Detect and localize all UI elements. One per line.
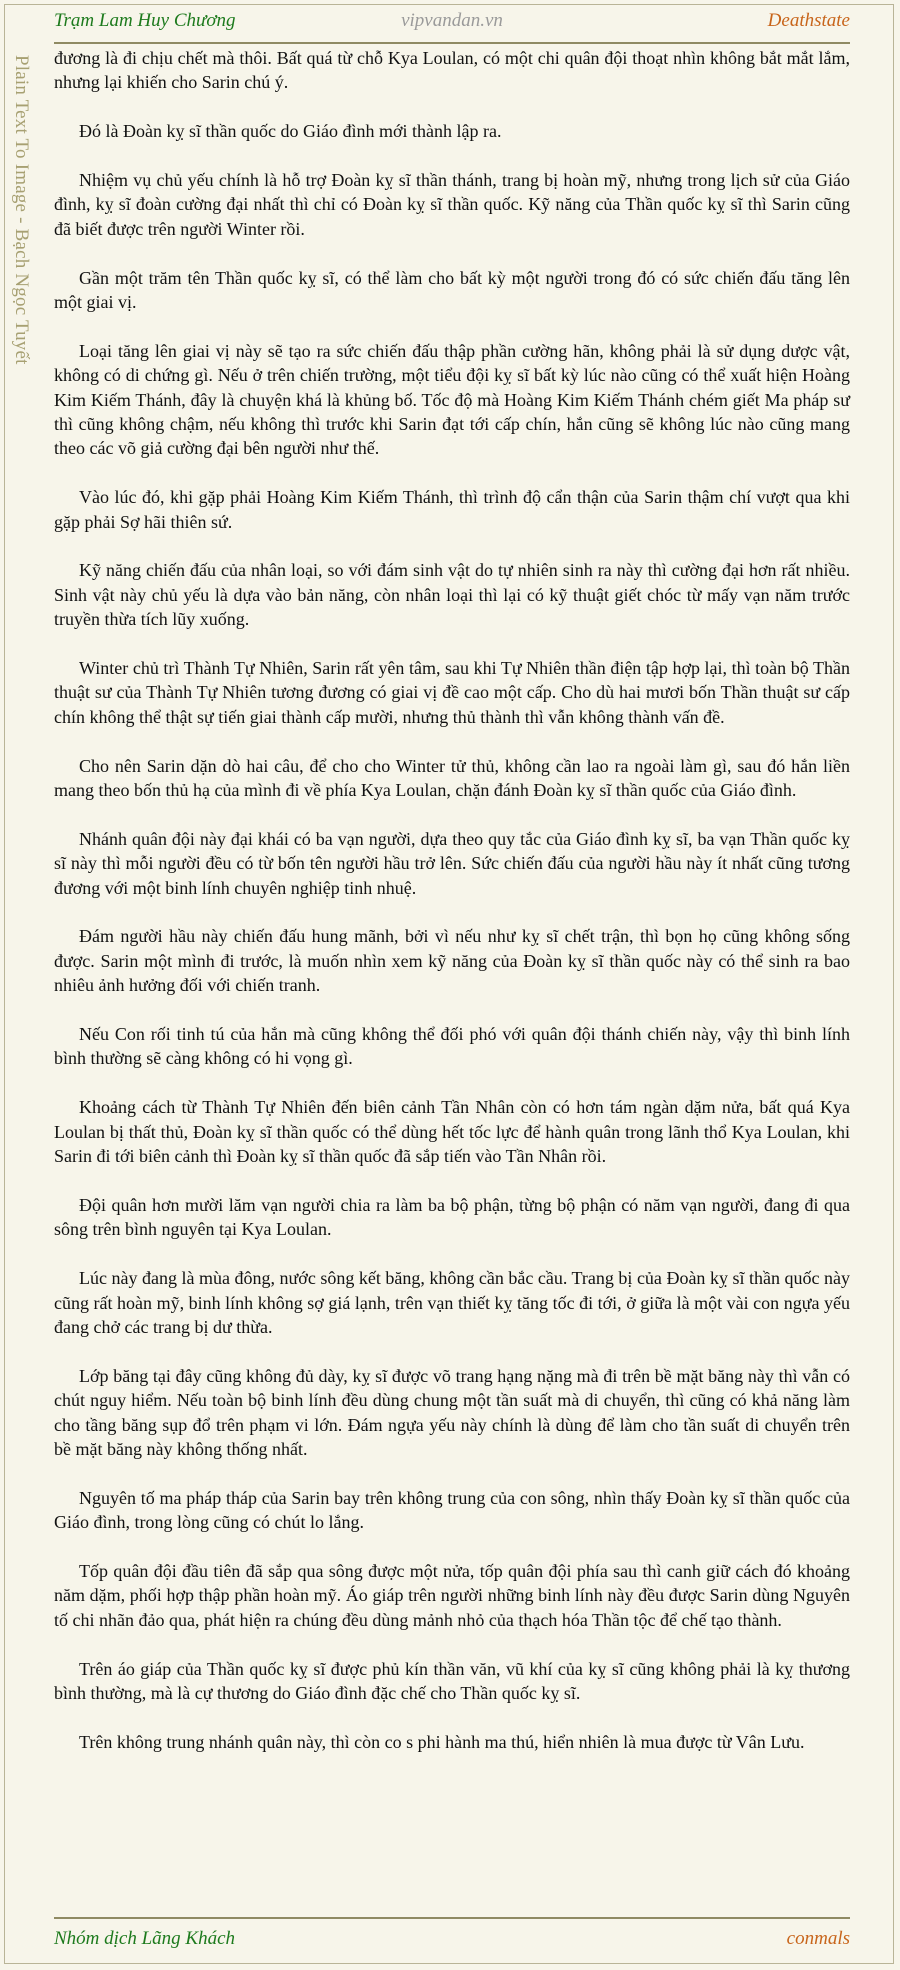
- paragraph: Nhiệm vụ chủ yếu chính là hỗ trợ Đoàn kỵ sĩ thần thánh, trang bị hoàn mỹ, nhưng trong lịch sử của Giáo đình, kỵ sĩ đoàn cường đại nhất thì chỉ có Đoàn kỵ sĩ thần quốc. Kỹ năng của Thần quốc kỵ sĩ thì Sarin cũng đã biết được trên người Winter rồi.: [54, 170, 850, 239]
- page-header: [54, 10, 850, 38]
- page-footer: [54, 1928, 850, 1956]
- footer-divider: [54, 1917, 850, 1919]
- paragraph: Lớp băng tại đây cũng không đủ dày, kỵ sĩ được võ trang hạng nặng mà đi trên bề mặt băng này thì vẫn có chút nguy hiểm. Nếu toàn bộ binh lính đều dùng chung một tần suất mà di chuyển, thì cũng có khả năng làm cho tầng băng sụp đổ trên phạm vi lớn. Đám ngựa yếu này chính là dùng để làm cho tần suất di chuyển trên bề mặt băng này không thống nhất.: [54, 1365, 850, 1459]
- paragraph: Loại tăng lên giai vị này sẽ tạo ra sức chiến đấu thập phần cường hãn, không phải là sử dụng dược vật, không có di chứng gì. Nếu ở trên chiến trường, một tiểu đội kỵ sĩ bất kỳ lúc nào cũng có thể xuất hiện Hoàng Kim Kiếm Thánh, đây là chuyện khá là khủng bố. Tốc độ mà Hoàng Kim Kiếm Thánh chém giết Ma pháp sư thì cũng không chậm, nếu không thì trước khi Sarin đạt tới cấp chín, hắn cũng sẽ không lúc nào cũng mang theo các võ giả cường đại bên người như thế.: [54, 340, 850, 459]
- paragraph: Winter chủ trì Thành Tự Nhiên, Sarin rất yên tâm, sau khi Tự Nhiên thần điện tập hợp lại, thì toàn bộ Thần thuật sư của Thành Tự Nhiên tương đương có giai vị đề cao một cấp. Cho dù hai mươi bốn Thần thuật sư cấp chín không thể thật sự tiến giai thành cấp mười, nhưng thủ thành thì vẫn không thành vấn đề.: [54, 658, 850, 727]
- header-website: vipvandan.vn: [401, 10, 503, 31]
- paragraph: Tốp quân đội đầu tiên đã sắp qua sông được một nửa, tốp quân đội phía sau thì canh giữ cách đó khoảng năm dặm, phối hợp thập phần hoàn mỹ. Áo giáp trên người những binh lính này đều được Sarin dùng Nguyên tố chi nhãn đảo qua, phát hiện ra chúng đều dùng mảnh nhỏ của thạch hóa Thần tộc để chế tạo thành.: [54, 1560, 850, 1630]
- paragraph: Lúc này đang là mùa đông, nước sông kết băng, không cần bắc cầu. Trang bị của Đoàn kỵ sĩ thần quốc này cũng rất hoàn mỹ, binh lính không sợ giá lạnh, trên vạn thiết kỵ tăng tốc đi tới, ở giữa là một vài con ngựa yếu đang chở các trang bị dư thừa.: [54, 1268, 850, 1337]
- paragraph: Vào lúc đó, khi gặp phải Hoàng Kim Kiếm Thánh, thì trình độ cẩn thận của Sarin thậm chí vượt qua khi gặp phải Sợ hãi thiên sứ.: [54, 487, 850, 532]
- footer-translator-group: Nhóm dịch Lãng Khách: [54, 1928, 236, 1949]
- document-body: [54, 46, 850, 1779]
- paragraph: Nguyên tố ma pháp tháp của Sarin bay trên không trung của con sông, nhìn thấy Đoàn kỵ sĩ thần quốc của Giáo đình, trong lòng cũng có chút lo lắng.: [54, 1487, 850, 1533]
- paragraph: Cho nên Sarin dặn dò hai câu, để cho cho Winter tử thủ, không cần lao ra ngoài làm gì, sau đó hắn liền mang theo bốn thủ hạ của mình đi về phía Kya Loulan, chặn đánh Đoàn kỵ sĩ thần quốc của Giáo đình.: [54, 755, 850, 801]
- paragraph: Trên áo giáp của Thần quốc kỵ sĩ được phủ kín thần văn, vũ khí của kỵ sĩ cũng không phải là kỵ thương bình thường, mà là cự thương do Giáo đình đặc chế cho Thần quốc kỵ sĩ.: [54, 1658, 850, 1703]
- paragraph: Khoảng cách từ Thành Tự Nhiên đến biên cảnh Tần Nhân còn có hơn tám ngàn dặm nửa, bất quá Kya Loulan bị thất thủ, Đoàn kỵ sĩ thần quốc có thể dùng hết tốc lực để hành quân trong lãnh thổ Kya Loulan, khi Sarin đi tới biên cảnh thì Đoàn kỵ sĩ thần quốc đã sắp tiến vào Tần Nhân rồi.: [54, 1097, 850, 1167]
- header-author: Deathstate: [767, 10, 850, 31]
- paragraph: Nhánh quân đội này đại khái có ba vạn người, dựa theo quy tắc của Giáo đình kỵ sĩ, ba vạn Thần quốc kỵ sĩ này thì mỗi người đều có từ bốn tên người hầu trở lên. Sức chiến đấu của người hầu này ít nhất cũng tương đương với một binh lính chuyên nghiệp tinh nhuệ.: [54, 828, 850, 898]
- header-divider: [54, 42, 850, 44]
- footer-editor: conmals: [786, 1928, 850, 1949]
- header-site-title: Trạm Lam Huy Chương: [54, 10, 236, 31]
- paragraph: đương là đi chịu chết mà thôi. Bất quá từ chỗ Kya Loulan, có một chi quân đội thoạt nhìn không bắt mắt lắm, nhưng lại khiến cho Sarin chú ý.: [54, 48, 850, 93]
- paragraph: Gần một trăm tên Thần quốc kỵ sĩ, có thể làm cho bất kỳ một người trong đó có sức chiến đấu tăng lên một giai vị.: [54, 267, 850, 313]
- paragraph: Đội quân hơn mười lăm vạn người chia ra làm ba bộ phận, từng bộ phận có năm vạn người, đang đi qua sông trên bình nguyên tại Kya Loulan.: [54, 1194, 850, 1240]
- paragraph: Kỹ năng chiến đấu của nhân loại, so với đám sinh vật do tự nhiên sinh ra này thì cường đại hơn rất nhiều. Sinh vật này chủ yếu là dựa vào bản năng, còn nhân loại thì lại có kỹ thuật giết chóc từ mấy vạn năm trước truyền thừa tích lũy xuống.: [54, 560, 850, 630]
- side-watermark: Plain Text To Image - Bạch Ngọc Tuyết: [11, 55, 32, 365]
- paragraph: Trên không trung nhánh quân này, thì còn co s phi hành ma thú, hiển nhiên là mua được từ Vân Lưu.: [79, 1731, 805, 1752]
- paragraph: Đó là Đoàn kỵ sĩ thần quốc do Giáo đình mới thành lập ra.: [79, 121, 502, 142]
- paragraph: Nếu Con rối tinh tú của hắn mà cũng không thể đối phó với quân đội thánh chiến này, vậy thì binh lính bình thường sẽ càng không có hi vọng gì.: [54, 1024, 850, 1069]
- paragraph: Đám người hầu này chiến đấu hung mãnh, bởi vì nếu như kỵ sĩ chết trận, thì bọn họ cũng không sống được. Sarin một mình đi trước, là muốn nhìn xem kỹ năng của Đoàn kỵ sĩ thần quốc này có thể sinh ra bao nhiêu ảnh hưởng đối với chiến tranh.: [54, 926, 850, 996]
